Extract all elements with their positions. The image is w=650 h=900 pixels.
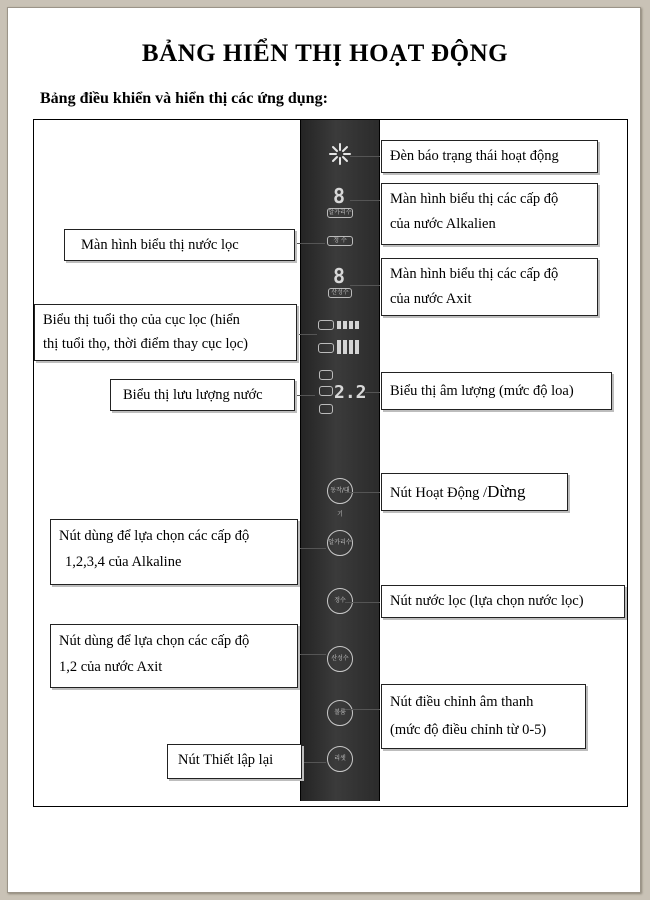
flow-indicator-3 bbox=[319, 404, 333, 414]
callout-text: Nút dùng để lựa chọn các cấp độ bbox=[59, 528, 250, 544]
callout-status-light bbox=[381, 140, 598, 173]
callout-text: Dừng bbox=[487, 482, 526, 501]
callout-start-stop bbox=[381, 473, 568, 511]
callout-text: Màn hình biểu thị các cấp độ bbox=[390, 191, 559, 207]
callout-text: Đèn báo trạng thái hoạt động bbox=[390, 148, 559, 164]
callout-text: thị tuổi thọ, thời điểm thay cục lọc) bbox=[43, 336, 248, 352]
sound-adjust-button[interactable]: 볼륨 bbox=[327, 700, 353, 726]
leader-line bbox=[345, 709, 380, 710]
filter-life-indicator-2 bbox=[318, 343, 334, 353]
leader-line bbox=[350, 285, 380, 286]
callout-alkaline-display bbox=[381, 183, 598, 245]
callout-text: Nút dùng để lựa chọn các cấp độ bbox=[59, 633, 250, 649]
filtered-water-tag: 정 수 bbox=[327, 236, 353, 246]
callout-flow-rate bbox=[110, 379, 295, 411]
acid-tag: 산성수 bbox=[328, 288, 352, 298]
acid-level-digit: 8 bbox=[333, 264, 346, 288]
callout-filtered-button bbox=[381, 585, 625, 618]
callout-text: 1,2 của nước Axit bbox=[59, 659, 163, 675]
callout-text: của nước Alkalien bbox=[390, 216, 496, 232]
callout-filter-life bbox=[34, 304, 297, 361]
leader-line bbox=[302, 762, 326, 763]
page-subtitle: Bảng điều khiển và hiển thị các ứng dụng: bbox=[40, 90, 328, 107]
control-panel bbox=[300, 120, 380, 801]
filter-life-indicator-1 bbox=[318, 320, 334, 330]
flow-indicator-2 bbox=[319, 386, 333, 396]
alkaline-level-digit: 8 bbox=[333, 184, 346, 208]
callout-reset-button bbox=[167, 744, 302, 779]
alkaline-tag: 알카리수 bbox=[328, 209, 352, 216]
callout-text: Biểu thị âm lượng (mức độ loa) bbox=[390, 383, 574, 399]
callout-text: (mức độ điều chỉnh từ 0-5) bbox=[390, 722, 547, 738]
callout-acid-display bbox=[381, 258, 598, 316]
callout-text: Nút điều chỉnh âm thanh bbox=[390, 694, 534, 710]
status-light-icon bbox=[328, 142, 352, 166]
flow-indicator-1 bbox=[319, 370, 333, 380]
leader-line bbox=[350, 156, 380, 157]
leader-line bbox=[295, 395, 315, 396]
callout-sound-button bbox=[381, 684, 586, 749]
leader-line bbox=[365, 392, 380, 393]
flow-rate-value: 2.2 bbox=[334, 382, 367, 403]
start-stop-button[interactable]: 동작/대기 bbox=[327, 478, 353, 504]
callout-text: 1,2,3,4 của Alkaline bbox=[65, 554, 182, 570]
callout-volume bbox=[381, 372, 612, 410]
page-title: BẢNG HIỂN THỊ HOẠT ĐỘNG bbox=[141, 40, 509, 67]
callout-text: của nước Axit bbox=[390, 291, 472, 307]
leader-line bbox=[297, 334, 317, 335]
callout-text: Nút Thiết lập lại bbox=[178, 752, 274, 768]
acid-select-button[interactable]: 산성수 bbox=[327, 646, 353, 672]
leader-line bbox=[345, 492, 380, 493]
leader-line bbox=[295, 243, 325, 244]
filtered-water-button[interactable]: 정수 bbox=[327, 588, 353, 614]
callout-text: Nút nước lọc (lựa chọn nước lọc) bbox=[390, 593, 584, 609]
leader-line bbox=[350, 200, 380, 201]
callout-filtered-display bbox=[64, 229, 295, 261]
alkaline-select-button[interactable]: 알카리수 bbox=[327, 530, 353, 556]
callout-alkaline-button bbox=[50, 519, 298, 585]
reset-button[interactable]: 리셋 bbox=[327, 746, 353, 772]
leader-line bbox=[298, 654, 326, 655]
filter-life-bars-1 bbox=[337, 321, 359, 329]
callout-text: Màn hình biểu thị nước lọc bbox=[81, 237, 239, 253]
callout-text: Nút Hoạt Động / bbox=[390, 485, 488, 501]
filter-life-bars-2 bbox=[337, 340, 359, 354]
leader-line bbox=[298, 548, 326, 549]
leader-line bbox=[345, 602, 380, 603]
callout-text: Biểu thị tuổi thọ của cục lọc (hiển bbox=[43, 312, 240, 328]
callout-text: Màn hình biểu thị các cấp độ bbox=[390, 266, 559, 282]
callout-acid-button bbox=[50, 624, 298, 688]
callout-text: Biểu thị lưu lượng nước bbox=[123, 387, 263, 403]
